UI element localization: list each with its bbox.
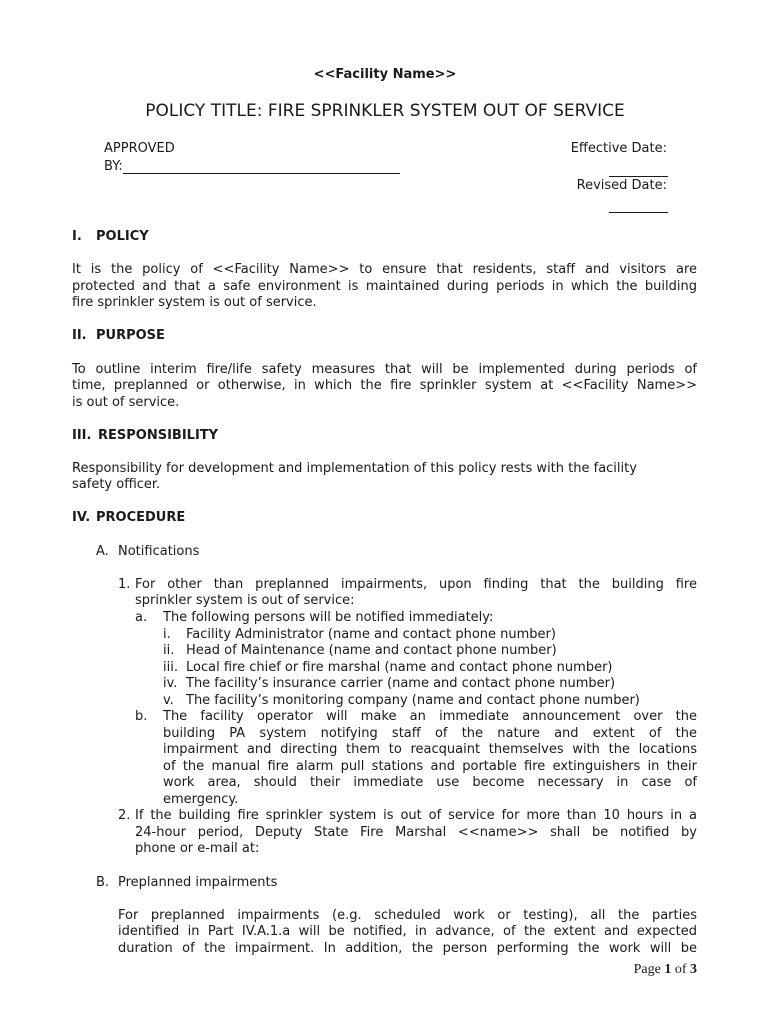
- effective-date-blank: [609, 176, 668, 177]
- preplanned-line: For preplanned impairments (e.g. scheduled work or testing), all the parties: [118, 908, 697, 923]
- section-procedure-number: IV.: [72, 510, 91, 525]
- item-1b-line: impairment and directing them to reacquaint themselves with the locations: [163, 742, 697, 757]
- approved-by-label: BY:: [104, 159, 123, 174]
- roman-item-number: iii.: [163, 660, 178, 675]
- signature-blank: [123, 159, 400, 174]
- item-1-number: 1.: [118, 577, 131, 592]
- roman-item-number: iv.: [163, 676, 178, 691]
- section-purpose-heading: PURPOSE: [96, 328, 165, 343]
- roman-item-number: ii.: [163, 643, 175, 658]
- facility-name-header: <<Facility Name>>: [313, 67, 457, 82]
- subsection-b-title: Preplanned impairments: [118, 875, 278, 890]
- section-procedure-heading: PROCEDURE: [96, 510, 186, 525]
- item-1b-line: The facility operator will make an immediate announcement over the: [163, 709, 697, 724]
- purpose-line: is out of service.: [72, 395, 180, 410]
- page-number: 1: [664, 962, 672, 977]
- subsection-a-title: Notifications: [118, 544, 200, 559]
- section-policy-number: I.: [72, 229, 82, 244]
- preplanned-line: duration of the impairment. In addition, the person performing the work will be: [118, 941, 697, 956]
- policy-line: fire sprinkler system is out of service.: [72, 295, 317, 310]
- item-1a-text: The following persons will be notified immediately:: [163, 610, 494, 625]
- roman-item-number: i.: [163, 627, 171, 642]
- roman-item-text: The facility’s monitoring company (name and contact phone number): [186, 693, 640, 708]
- policy-line: It is the policy of <<Facility Name>> to ensure that residents, staff and visitors are: [72, 262, 697, 277]
- roman-item-text: Head of Maintenance (name and contact phone number): [186, 643, 557, 658]
- revised-date-blank: [609, 212, 668, 213]
- section-responsibility-number: III.: [72, 428, 92, 443]
- item-2-line: 24-hour period, Deputy State Fire Marshal <<name>> shall be notified by: [135, 825, 697, 840]
- roman-item-text: The facility’s insurance carrier (name and contact phone number): [186, 676, 616, 691]
- item-1-line: sprinkler system is out of service:: [135, 593, 355, 608]
- responsibility-line: safety officer.: [72, 477, 161, 492]
- item-2-line: phone or e-mail at:: [135, 841, 260, 856]
- purpose-line: time, preplanned or otherwise, in which the fire sprinkler system at <<Facility Name>>: [72, 378, 697, 393]
- policy-line: protected and that a safe environment is maintained during periods in which the building: [72, 279, 697, 294]
- item-1b-label: b.: [135, 709, 148, 724]
- of-word: of: [674, 962, 687, 977]
- item-1-line: For other than preplanned impairments, upon finding that the building fire: [135, 577, 697, 592]
- policy-title: POLICY TITLE: FIRE SPRINKLER SYSTEM OUT OF SERVICE: [145, 101, 625, 121]
- item-2-number: 2.: [118, 808, 131, 823]
- page-total: 3: [690, 962, 697, 977]
- item-1b-line: work area, should their immediate use become necessary in case of: [163, 775, 697, 790]
- item-1b-line: emergency.: [163, 792, 239, 807]
- purpose-line: To outline interim fire/life safety measures that will be implemented during periods of: [72, 362, 697, 377]
- revised-date-label: Revised Date:: [576, 178, 667, 193]
- roman-item-number: v.: [163, 693, 174, 708]
- page-footer: [634, 961, 697, 979]
- effective-date-label: Effective Date:: [570, 141, 667, 156]
- subsection-a-label: A.: [96, 544, 109, 559]
- roman-item-text: Facility Administrator (name and contact phone number): [186, 627, 556, 642]
- preplanned-line: identified in Part IV.A.1.a will be notified, in advance, of the extent and expected: [118, 924, 697, 939]
- section-responsibility-heading: RESPONSIBILITY: [98, 428, 219, 443]
- item-1b-line: of the manual fire alarm pull stations and portable fire extinguishers in their: [163, 759, 697, 774]
- section-purpose-number: II.: [72, 328, 87, 343]
- roman-item-text: Local fire chief or fire marshal (name and contact phone number): [186, 660, 613, 675]
- approved-label: APPROVED: [104, 141, 175, 156]
- subsection-b-label: B.: [96, 875, 110, 890]
- item-1b-line: building PA system notifying staff of the nature and extent of the: [163, 726, 697, 741]
- section-policy-heading: POLICY: [96, 229, 149, 244]
- item-1a-label: a.: [135, 610, 148, 625]
- item-2-line: If the building fire sprinkler system is out of service for more than 10 hours in a: [135, 808, 697, 823]
- approved-by-line: [104, 159, 400, 175]
- page-word: Page: [633, 962, 661, 977]
- responsibility-line: Responsibility for development and implementation of this policy rests with the facility: [72, 461, 637, 476]
